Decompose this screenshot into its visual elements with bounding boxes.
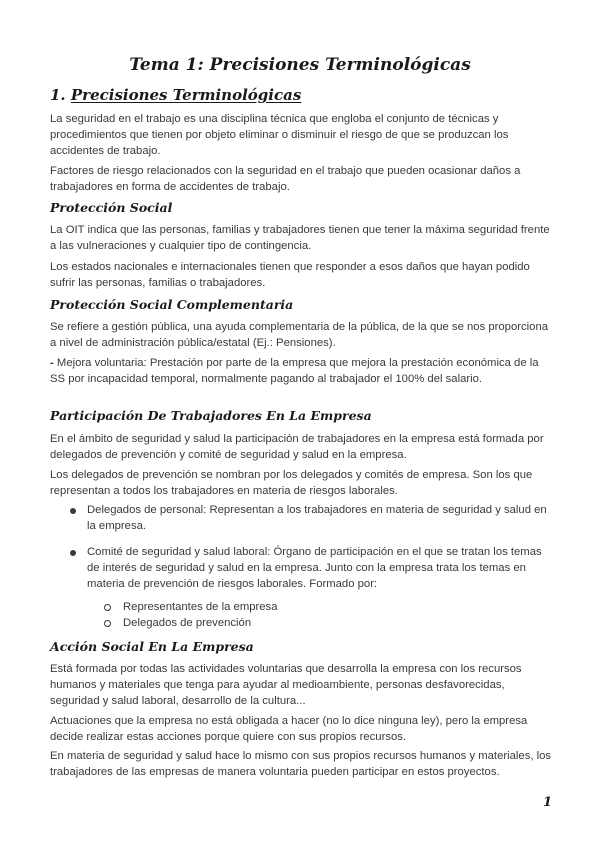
paragraph-text: Mejora voluntaria: Prestación por parte de la empresa que mejora la prestación económica de la SS por incapacidad temporal, normalmente pagando al trabajador el 100% del salario. xyxy=(50,357,539,386)
paragraph: Factores de riesgo relacionados con la seguridad en el trabajo que pueden ocasionar daños a trabajadores en forma de accidentes de trabajo. xyxy=(50,165,521,194)
page-number: 1 xyxy=(543,795,553,810)
paragraph: En el ámbito de seguridad y salud la participación de trabajadores en la empresa está formada por delegados de prevención y comité de seguridad y salud en la empresa. xyxy=(50,433,544,462)
sub-bullet-circle xyxy=(104,604,111,611)
bullet-item: Comité de seguridad y salud laboral: Órgano de participación en el que se tratan los temas de interés de seguridad y salud en la empresa. Junto con la empresa trata los temas en materia de prevención de riesgos laborales. Formado por: xyxy=(87,546,542,591)
subheading-proteccion-complementaria: Protección Social Complementaria xyxy=(50,297,294,312)
paragraph xyxy=(50,355,555,387)
paragraph: Actuaciones que la empresa no está obligada a hacer (no lo dice ninguna ley), pero la empresa decide realizar estas acciones porque quiere con sus propios recursos. xyxy=(50,715,528,744)
sub-bullet-item: Delegados de prevención xyxy=(123,617,252,629)
paragraph: Los delegados de prevención se nombran por los delegados y comités de empresa. Son los que representan a todos los trabajadores en materia de riesgos laborales. xyxy=(50,469,533,498)
subheading-accion-social: Acción Social En La Empresa xyxy=(50,639,254,654)
subheading-participacion: Participación De Trabajadores En La Empresa xyxy=(50,408,372,423)
section-number: 1. xyxy=(50,86,66,104)
sub-bullet-item: Representantes de la empresa xyxy=(123,601,278,613)
subheading-proteccion-social: Protección Social xyxy=(50,200,173,215)
paragraph: Los estados nacionales e internacionales tienen que responder a esos daños que hayan podido sufrir las personas, familias o trabajadores. xyxy=(50,261,530,290)
paragraph: Está formada por todas las actividades voluntarias que desarrolla la empresa con los recursos humanos y materiales que tenga para ayudar al medioambiente, personas desfavorecidas, seguridad y salud laboral, desarrollo de la cultura... xyxy=(50,663,522,708)
document-title: Tema 1: Precisiones Terminológicas xyxy=(129,55,471,75)
paragraph: Se refiere a gestión pública, una ayuda complementaria de la pública, de la que se nos proporciona a nivel de administración pública/estatal (Ej.: Pensiones). xyxy=(50,321,549,350)
bullet-item: Delegados de personal: Representan a los trabajadores en materia de seguridad y salud en la empresa. xyxy=(87,504,547,533)
bullet-dot xyxy=(70,508,76,514)
paragraph: La seguridad en el trabajo es una disciplina técnica que engloba el conjunto de técnicas y procedimientos que tienen por objeto eliminar o disminuir el riesgo de que se produzcan los accidentes de trabajo. xyxy=(50,113,509,158)
section-heading-text: Precisiones Terminológicas xyxy=(70,86,302,104)
bullet-dot xyxy=(70,550,76,556)
sub-bullet-circle xyxy=(104,620,111,627)
paragraph: En materia de seguridad y salud hace lo mismo con sus propios recursos humanos y materiales, los trabajadores de las empresas de manera voluntaria pueden participar en estos proyectos. xyxy=(50,750,552,779)
section-heading-precisiones xyxy=(50,86,301,104)
paragraph: La OIT indica que las personas, familias y trabajadores tienen que tener la máxima seguridad frente a las vulneraciones y cualquier tipo de contingencia. xyxy=(50,224,550,253)
dash-marker: - xyxy=(50,357,54,369)
